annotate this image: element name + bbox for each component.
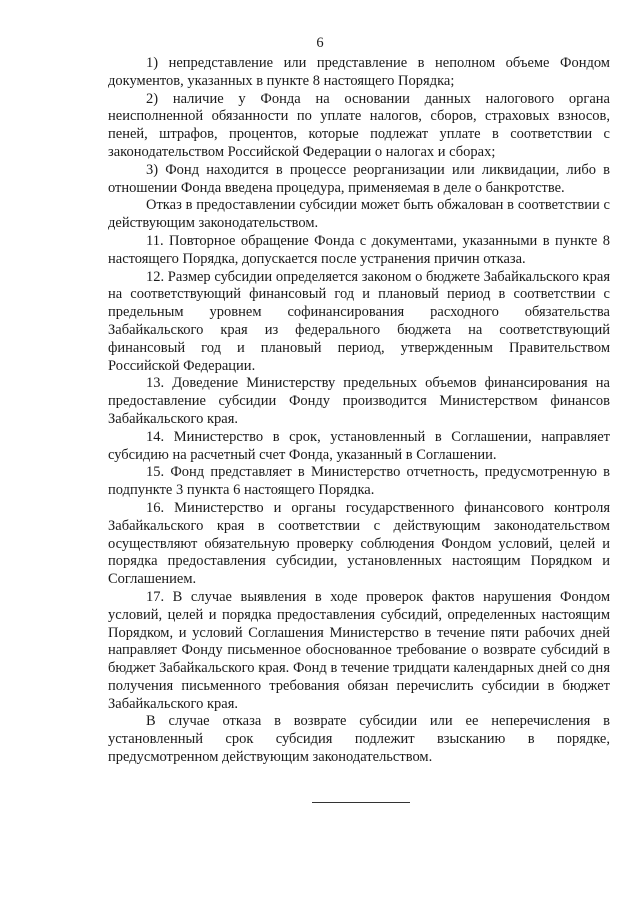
paragraph-item-11: 11. Повторное обращение Фонда с документами, указанными в пункте 8 настоящего Порядка, допускается после устранения причин отказа. (108, 232, 610, 267)
paragraph-item-16: 16. Министерство и органы государственного финансового контроля Забайкальского края в соответствии с действующим законодательством осуществляют обязательную проверку соблюдения Фондом условий, целей и порядка предоставления субсидии, установленных настоящим Порядком и Соглашением. (108, 499, 610, 588)
page-number: 6 (316, 35, 324, 51)
paragraph-item-15: 15. Фонд представляет в Министерство отчетность, предусмотренную в подпункте 3 пункта 6 настоящего Порядка. (108, 464, 610, 499)
paragraph-item-12: 12. Размер субсидии определяется законом о бюджете Забайкальского края на соответствующий финансовый год и плановый период в соответствии с предельным уровнем софинансирования расходного обязательства Забайкальского края из федерального бюджета на соответствующий финансовый год и плановый период, утвержденным Правительством Российской Федерации. (108, 268, 610, 374)
paragraph-item-13: 13. Доведение Министерству предельных объемов финансирования на предоставление субсидии Фонду производится Министерством финансов Забайкальского края. (108, 375, 610, 427)
paragraph-recovery: В случае отказа в возврате субсидии или ее неперечисления в установленный срок субсидия подлежит взысканию в порядке, предусмотренном действующим законодательством. (108, 713, 610, 766)
paragraph-item-17: 17. В случае выявления в ходе проверок фактов нарушения Фондом условий, целей и порядка предоставления субсидий, определенных настоящим Порядком, и условий Соглашения Министерство в течение пяти рабочих дней направляет Фонду письменное обоснованное требование о возврате субсидий в бюджет Забайкальского края. Фонд в течение тридцати календарных дней со дня получения письменного требования обязан перечислить субсидии в бюджет Забайкальского края. (108, 588, 610, 712)
paragraph-refusal-ground-2: 2) наличие у Фонда на основании данных налогового органа неисполненной обязанности по уплате налогов, сборов, страховых взносов, пеней, штрафов, процентов, которые подлежат уплате в соответствии с законодательством Российской Федерации о налогах и сборах; (108, 90, 610, 160)
paragraph-refusal-ground-3: 3) Фонд находится в процессе реорганизации или ликвидации, либо в отношении Фонда введена процедура, применяемая в деле о банкротстве. (108, 161, 610, 196)
paragraph-item-14: 14. Министерство в срок, установленный в Соглашении, направляет субсидию на расчетный счет Фонда, указанный в Соглашении. (108, 428, 610, 463)
paragraph-appeal: Отказ в предоставлении субсидии может быть обжалован в соответствии с действующим законодательством. (108, 197, 610, 232)
document-body (108, 55, 610, 767)
paragraph-refusal-ground-1: 1) непредставление или представление в неполном объеме Фондом документов, указанных в пункте 8 настоящего Порядка; (108, 55, 610, 89)
end-of-document-divider (312, 802, 410, 803)
